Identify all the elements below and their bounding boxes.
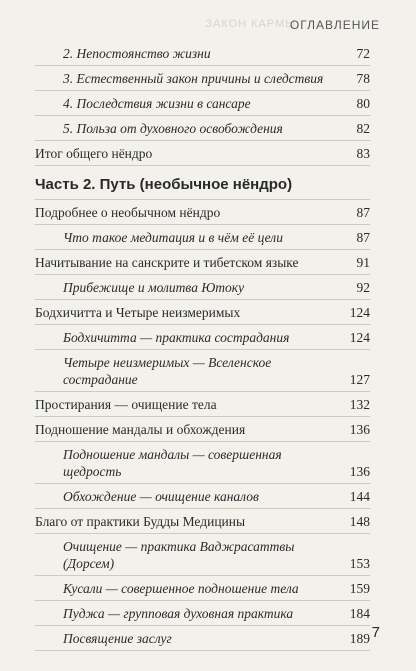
toc-entry-page: 82 — [356, 121, 370, 136]
toc-entry-title: Очищение — практика Ваджрасаттвы (Дорсем) — [63, 539, 295, 571]
toc-entry-title: Бодхичитта — практика сострадания — [63, 330, 290, 345]
toc-entry-page: 91 — [356, 255, 370, 270]
toc-entry-page: 127 — [349, 372, 370, 387]
ghost-header: ЗАКОН КАРМЫ — [205, 18, 296, 30]
toc-entry — [35, 576, 370, 601]
toc-entry — [35, 141, 370, 166]
toc-entry-page: 184 — [349, 606, 370, 621]
toc-entry-page: 92 — [356, 280, 370, 295]
toc-entry-title: Начитывание на санскрите и тибетском языке — [35, 255, 299, 270]
toc-entry-page: 124 — [349, 305, 370, 320]
toc-entry — [35, 66, 370, 91]
toc-entry-title: Простирания — очищение тела — [35, 397, 217, 412]
toc-entry-page: 78 — [356, 71, 370, 86]
toc-entry-page: 148 — [349, 514, 370, 529]
toc-entry — [35, 116, 370, 141]
toc-entry — [35, 392, 370, 417]
toc-entry-title: Обхождение — очищение каналов — [63, 489, 259, 504]
toc-entry-page: 136 — [349, 464, 370, 479]
toc-entry — [35, 417, 370, 442]
toc-entry-title: Прибежище и молитва Ютоку — [63, 280, 245, 295]
toc-entry-page: 159 — [349, 581, 370, 596]
toc-entry-page: 83 — [356, 146, 370, 161]
toc-entry-title: Посвящение заслуг — [63, 631, 172, 646]
toc-entry — [35, 442, 370, 484]
toc-entry-page: 144 — [349, 489, 370, 504]
toc-entry-list — [35, 200, 370, 651]
toc-entry-title: Подношение мандалы и обхождения — [35, 422, 246, 437]
section-heading: Часть 2. Путь (необычное нёндро) — [35, 166, 370, 200]
toc-entry-title: 4. Последствия жизни в сансаре — [63, 96, 251, 111]
toc-entry — [35, 325, 370, 350]
toc-entry-page: 153 — [349, 556, 370, 571]
toc-entry-title: Кусали — совершенное подношение тела — [63, 581, 299, 596]
toc-entry — [35, 91, 370, 116]
toc-entry — [35, 300, 370, 325]
toc-entry — [35, 225, 370, 250]
toc-entry — [35, 275, 370, 300]
toc-entry — [35, 484, 370, 509]
page-number: 7 — [371, 624, 380, 641]
toc-entry — [35, 626, 370, 651]
toc-entry-title: Подробнее о необычном нёндро — [35, 205, 221, 220]
toc-entry-page: 87 — [356, 230, 370, 245]
toc-entry — [35, 250, 370, 275]
toc-entry-title: Пуджа — групповая духовная практика — [63, 606, 294, 621]
toc-entry-page: 136 — [349, 422, 370, 437]
toc-entry-page: 87 — [356, 205, 370, 220]
toc-entry-page: 132 — [349, 397, 370, 412]
toc-entry-title: Благо от практики Будды Медицины — [35, 514, 246, 529]
toc-entry-page: 80 — [356, 96, 370, 111]
toc-entry-page: 189 — [349, 631, 370, 646]
toc-entry-title: 5. Польза от духовного освобождения — [63, 121, 283, 136]
toc-entry — [35, 200, 370, 225]
toc-entry — [35, 534, 370, 576]
toc-entry-page: 72 — [356, 46, 370, 61]
table-of-contents — [35, 41, 370, 651]
toc-entry-title: Бодхичитта и Четыре неизмеримых — [35, 305, 241, 320]
toc-entry-title: Итог общего нёндро — [35, 146, 153, 161]
toc-entry-title: Четыре неизмеримых — Вселенское сострадание — [63, 355, 272, 387]
toc-entry-title: Что такое медитация и в чём её цели — [63, 230, 283, 245]
running-header: ОГЛАВЛЕНИЕ — [289, 18, 380, 32]
toc-entry-page: 124 — [349, 330, 370, 345]
toc-entry-title: Подношение мандалы — совершенная щедрость — [63, 447, 282, 479]
toc-entry — [35, 509, 370, 534]
toc-entry-title: 2. Непостоянство жизни — [63, 46, 211, 61]
toc-entry — [35, 41, 370, 66]
toc-entry-title: 3. Естественный закон причины и следствия — [63, 71, 324, 86]
toc-entry — [35, 601, 370, 626]
toc-entry — [35, 350, 370, 392]
